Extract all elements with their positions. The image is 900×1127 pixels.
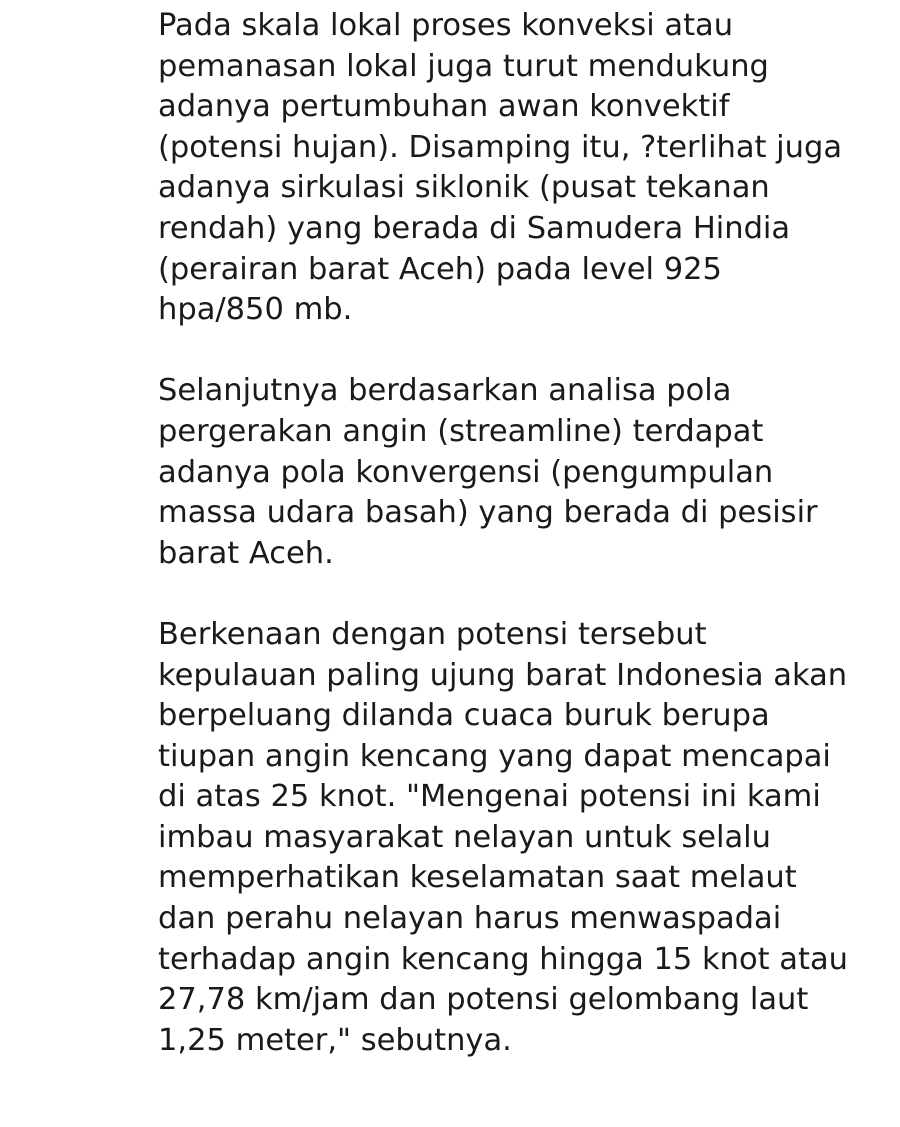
article-body (158, 6, 848, 1061)
paragraph-convection: Pada skala lokal proses konveksi atau pemanasan lokal juga turut mendukung adanya pertumbuhan awan konvektif (potensi hujan). Disamping itu, ?terlihat juga adanya sirkulasi siklonik (pusat tekanan rendah) yang berada di Samudera Hindia (perairan barat Aceh) pada level 925 hpa/850 mb. (158, 8, 843, 328)
paragraph-wind-warning: Berkenaan dengan potensi tersebut kepulauan paling ujung barat Indonesia akan berpeluang dilanda cuaca buruk berupa tiupan angin kencang yang dapat mencapai di atas 25 knot. "Mengenai potensi ini kami imbau masyarakat nelayan untuk selalu memperhatikan keselamatan saat melaut dan perahu nelayan harus menwaspadai terhadap angin kencang hingga 15 knot atau 27,78 km/jam dan potensi gelombang laut 1,25 meter," sebutnya. (158, 616, 848, 1058)
paragraph-streamline: Selanjutnya berdasarkan analisa pola pergerakan angin (streamline) terdapat adanya pola konvergensi (pengumpulan massa udara basah) yang berada di pesisir barat Aceh. (158, 373, 818, 571)
